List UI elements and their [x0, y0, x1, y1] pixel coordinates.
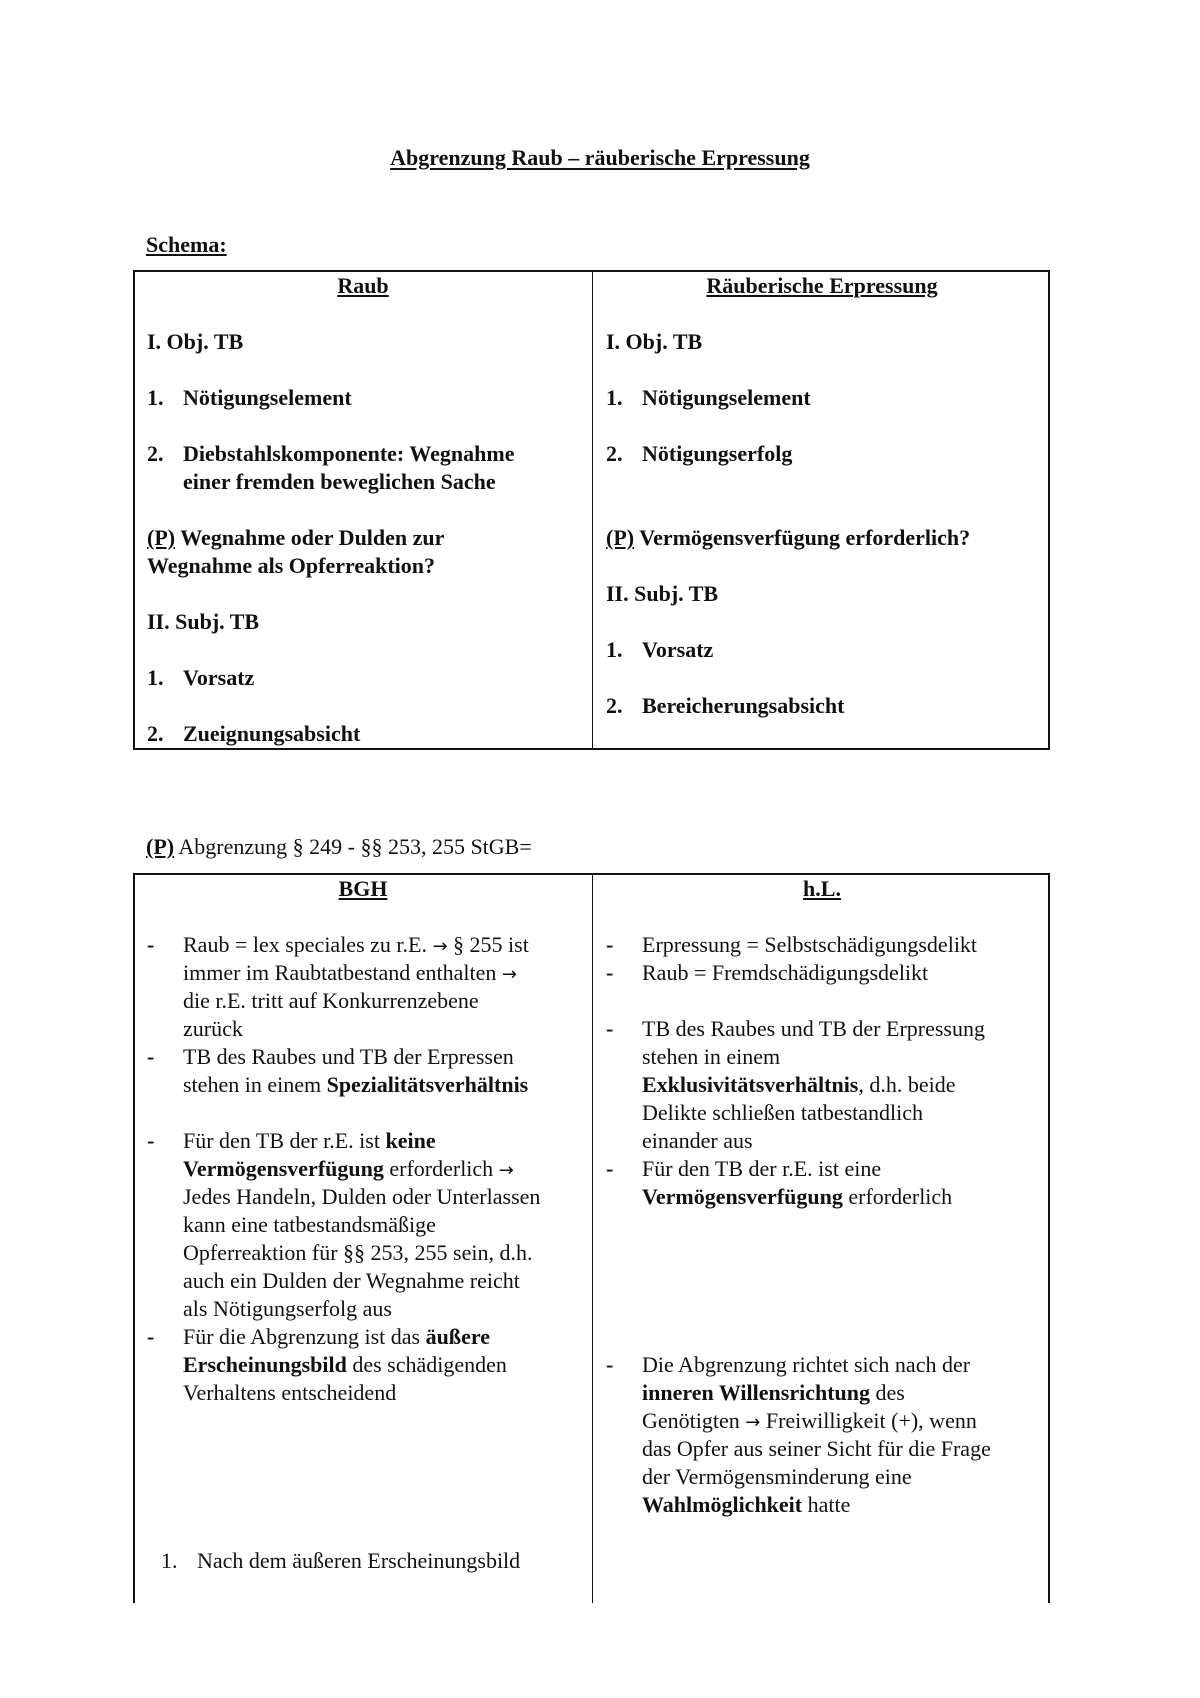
bgh-text-part: Für den TB der r.E. ist — [183, 1128, 386, 1153]
hl-text-part: hatte — [802, 1492, 851, 1517]
hl-text-bold: Exklusivitätsverhältnis — [642, 1072, 859, 1097]
bgh-text: Nach dem äußeren Erscheinungsbild — [197, 1548, 521, 1573]
hl-text — [642, 1407, 977, 1437]
erpressung-problem-text: Vermögensverfügung erforderlich? — [634, 525, 971, 550]
erpressung-line-5: Vorsatz — [642, 637, 714, 662]
erpressung-line-2: Nötigungselement — [642, 385, 811, 410]
column-divider — [592, 875, 593, 1603]
bgh-text-part: des schädigenden — [346, 1352, 507, 1377]
bgh-text: zurück — [183, 1016, 243, 1041]
hl-text — [642, 1071, 956, 1099]
bgh-text: kann eine tatbestandsmäßige — [183, 1212, 436, 1237]
problem-marker: (P) — [147, 525, 176, 550]
hl-text — [642, 1491, 850, 1519]
raub-num-2: 2. — [147, 441, 164, 466]
section-heading — [146, 834, 532, 860]
hl-text: einander aus — [642, 1128, 753, 1153]
erpressung-line-6: Bereicherungsabsicht — [642, 693, 845, 718]
hl-text-part: des — [870, 1380, 905, 1405]
raub-line-1: I. Obj. TB — [147, 329, 244, 354]
erpressung-line-4: II. Subj. TB — [606, 581, 719, 606]
hl-text — [642, 1183, 952, 1211]
arrow-right-icon: → — [432, 936, 448, 957]
bgh-text-part: immer im Raubtatbestand enthalten — [183, 960, 502, 985]
bgh-text — [183, 959, 517, 989]
comparison-table — [133, 873, 1050, 1603]
raub-num-3: 1. — [147, 665, 164, 690]
raub-header: Raub — [337, 273, 389, 298]
bullet-dash: - — [147, 1128, 155, 1153]
raub-line-2: Nötigungselement — [183, 385, 352, 410]
bgh-text-bold: äußere — [425, 1324, 490, 1349]
bgh-text: Jedes Handeln, Dulden oder Unterlassen — [183, 1184, 541, 1209]
bgh-text-part: Raub = lex speciales zu r.E. — [183, 932, 433, 957]
erpressung-num-3: 1. — [606, 637, 623, 662]
bgh-text-part: erforderlich — [383, 1156, 499, 1181]
bullet-dash: - — [147, 932, 155, 957]
hl-text-part: Genötigten — [642, 1408, 746, 1433]
raub-line-4: einer fremden beweglichen Sache — [183, 469, 496, 494]
raub-line-6: II. Subj. TB — [147, 609, 260, 634]
hl-text: das Opfer aus seiner Sicht für die Frage — [642, 1436, 991, 1461]
schema-label: Schema: — [146, 232, 227, 257]
bullet-dash: - — [147, 1324, 155, 1349]
arrow-right-icon: → — [501, 964, 518, 985]
erpressung-num-2: 2. — [606, 441, 623, 466]
section-heading-text: Abgrenzung § 249 - §§ 253, 255 StGB= — [174, 834, 532, 859]
bgh-text — [183, 1155, 514, 1185]
bgh-text — [183, 1323, 490, 1351]
hl-text-part: Freiwilligkeit (+), wenn — [760, 1408, 977, 1433]
raub-line-7: Vorsatz — [183, 665, 255, 690]
raub-problem-text: Wegnahme oder Dulden zur — [175, 525, 445, 550]
hl-text: Die Abgrenzung richtet sich nach der — [642, 1352, 971, 1377]
bgh-list-number: 1. — [161, 1548, 178, 1573]
arrow-right-icon: → — [498, 1160, 514, 1181]
hl-text: Erpressung = Selbstschädigungsdelikt — [642, 932, 978, 957]
hl-text: TB des Raubes und TB der Erpressung — [642, 1016, 985, 1041]
raub-num-1: 1. — [147, 385, 164, 410]
bgh-text — [183, 1127, 436, 1155]
bgh-text-bold: Vermögensverfügung — [183, 1156, 384, 1181]
raub-line-5: Wegnahme als Opferreaktion? — [147, 553, 436, 578]
raub-line-8: Zueignungsabsicht — [183, 721, 361, 746]
bgh-text-part: § 255 ist — [447, 932, 529, 957]
hl-text-bold: Vermögensverfügung — [642, 1184, 843, 1209]
bgh-text-bold: Spezialitätsverhältnis — [326, 1072, 529, 1097]
hl-text-bold: inneren Willensrichtung — [642, 1380, 870, 1405]
bgh-text: TB des Raubes und TB der Erpressen — [183, 1044, 514, 1069]
bgh-text-part: stehen in einem — [183, 1072, 327, 1097]
bgh-text-bold: Erscheinungsbild — [183, 1352, 347, 1377]
bgh-header: BGH — [338, 876, 388, 901]
bgh-text-part: Für die Abgrenzung ist das — [183, 1324, 426, 1349]
erpressung-line-1: I. Obj. TB — [606, 329, 703, 354]
erpressung-num-4: 2. — [606, 693, 623, 718]
bgh-text: Opferreaktion für §§ 253, 255 sein, d.h. — [183, 1240, 533, 1265]
bullet-dash: - — [606, 1352, 614, 1377]
erpressung-header: Räuberische Erpressung — [706, 273, 938, 298]
schema-table — [133, 270, 1050, 750]
hl-text-part: , d.h. beide — [858, 1072, 956, 1097]
hl-text-part: erforderlich — [842, 1184, 953, 1209]
raub-line-3: Diebstahlskomponente: Wegnahme — [183, 441, 515, 466]
hl-header: h.L. — [803, 876, 841, 901]
bullet-dash: - — [606, 960, 614, 985]
bgh-text — [183, 1351, 507, 1379]
bgh-text: auch ein Dulden der Wegnahme reicht — [183, 1268, 520, 1293]
bgh-text — [183, 1071, 528, 1099]
bgh-text: als Nötigungserfolg aus — [183, 1296, 392, 1321]
hl-text: stehen in einem — [642, 1044, 781, 1069]
hl-text: Delikte schließen tatbestandlich — [642, 1100, 924, 1125]
problem-marker: (P) — [146, 834, 175, 859]
raub-num-4: 2. — [147, 721, 164, 746]
raub-problem — [147, 524, 444, 552]
erpressung-problem — [606, 524, 970, 552]
arrow-right-icon: → — [745, 1412, 761, 1433]
bgh-text-bold: keine — [385, 1128, 436, 1153]
bgh-text: die r.E. tritt auf Konkurrenzebene — [183, 988, 479, 1013]
hl-text: Raub = Fremdschädigungsdelikt — [642, 960, 929, 985]
problem-marker: (P) — [606, 525, 635, 550]
page-title: Abgrenzung Raub – räuberische Erpressung — [390, 145, 810, 170]
hl-text: der Vermögensminderung eine — [642, 1464, 912, 1489]
bgh-text — [183, 931, 529, 961]
column-divider — [592, 272, 593, 748]
bullet-dash: - — [606, 1016, 614, 1041]
hl-text-bold: Wahlmöglichkeit — [642, 1492, 803, 1517]
bullet-dash: - — [606, 1156, 614, 1181]
erpressung-line-3: Nötigungserfolg — [642, 441, 793, 466]
hl-text: Für den TB der r.E. ist eine — [642, 1156, 882, 1181]
bullet-dash: - — [147, 1044, 155, 1069]
hl-text — [642, 1379, 905, 1407]
bgh-text: Verhaltens entscheidend — [183, 1380, 397, 1405]
erpressung-num-1: 1. — [606, 385, 623, 410]
bullet-dash: - — [606, 932, 614, 957]
